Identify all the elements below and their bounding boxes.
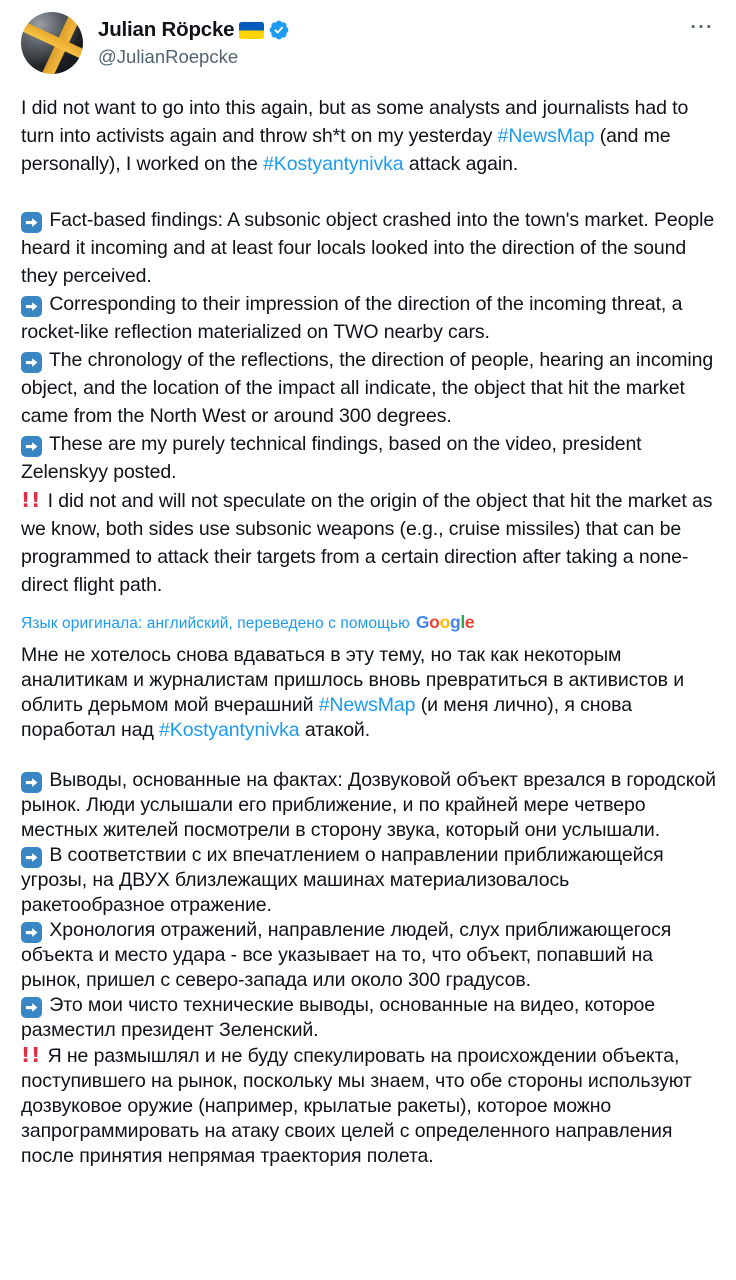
tweet-header — [21, 12, 716, 74]
double-exclamation-emoji: !! — [21, 488, 42, 512]
english-text-block — [21, 94, 716, 599]
double-exclamation-emoji: !! — [21, 1043, 42, 1067]
russian-text-block — [21, 643, 716, 1169]
more-menu-button[interactable]: ··· — [690, 17, 714, 38]
blank-line — [21, 743, 716, 768]
ukraine-flag-icon — [239, 22, 264, 39]
tweet-paragraph: I did not want to go into this again, but as some analysts and journalists had to turn into activists again and throw sh*t on my yesterday #NewsMap (and me personally), I worked on the #Kostyantynivka attack again. — [21, 97, 689, 175]
arrow-right-emoji — [21, 922, 42, 943]
arrow-right-emoji — [21, 436, 42, 457]
arrow-right-emoji — [21, 212, 42, 233]
blank-line — [21, 178, 716, 206]
google-logo-letter: G — [415, 612, 430, 632]
author-block — [98, 12, 681, 68]
tweet-paragraph: !! Я не размышлял и не буду спекулировать на происхождении объекта, поступившего на рынок, поскольку мы знаем, что обе стороны используют дозвуковое оружие (например, крылатые ракеты), которое можно запрограммировать на атаку своих целей с определенного направления после принятия непрямая траектория полета. — [21, 1043, 692, 1167]
google-logo-letter: e — [464, 612, 475, 632]
tweet-paragraph: Мне не хотелось снова вдаваться в эту тему, но так как некоторым аналитикам и журналистам пришлось вновь превратиться в активистов и облить дерьмом мой вчерашний #NewsMap (и меня лично), я снова поработал над #Kostyantynivka атакой. — [21, 644, 685, 741]
tweet-paragraph: The chronology of the reflections, the direction of people, hearing an incoming object, and the location of the impact all indicate, the object that hit the market came from the North West or around 300 degrees. — [21, 349, 714, 427]
arrow-right-emoji — [21, 772, 42, 793]
hashtag-link[interactable]: #NewsMap — [497, 125, 595, 147]
translation-attribution[interactable] — [21, 612, 716, 633]
google-logo-letter: g — [449, 612, 461, 632]
google-logo — [416, 612, 474, 633]
translation-label: Язык оригинала: английский, переведено с помощью — [21, 615, 410, 632]
tweet-text — [21, 94, 716, 1169]
arrow-right-emoji — [21, 352, 42, 373]
tweet-paragraph: Это мои чисто технические выводы, основанные на видео, которое разместил президент Зеленский. — [21, 994, 656, 1041]
hashtag-link[interactable]: #Kostyantynivka — [159, 719, 300, 741]
tweet-paragraph: Выводы, основанные на фактах: Дозвуковой объект врезался в городской рынок. Люди услышали его приближение, и по крайней мере четверо местных жителей посмотрели в сторону звука, который они услышали. — [21, 769, 716, 841]
hashtag-link[interactable]: #NewsMap — [318, 694, 416, 716]
tweet-paragraph: Corresponding to their impression of the direction of the incoming threat, a rocket-like reflection materialized on TWO nearby cars. — [21, 293, 683, 343]
tweet-paragraph: !! I did not and will not speculate on the origin of the object that hit the market as we know, both sides use subsonic weapons (e.g., cruise missiles) that can be programmed to attack their targets from a certain direction after taking a none-direct flight path. — [21, 488, 713, 596]
display-name[interactable]: Julian Röpcke — [98, 18, 235, 41]
name-row — [98, 18, 681, 42]
user-handle[interactable]: @JulianRoepcke — [98, 46, 239, 67]
arrow-right-emoji — [21, 997, 42, 1018]
verified-badge-icon — [268, 19, 290, 41]
tweet-paragraph: Хронология отражений, направление людей, слух приближающегося объекта и место удара - все указывает на то, что объект, попавший на рынок, пришел с северо-запада или около 300 градусов. — [21, 919, 672, 991]
tweet-paragraph: Fact-based findings: A subsonic object crashed into the town's market. People heard it incoming and at least four locals looked into the direction of the sound they perceived. — [21, 209, 715, 287]
tweet-paragraph: В соответствии с их впечатлением о направлении приближающейся угрозы, на ДВУХ близлежащих машинах материализовалось ракетообразное отражение. — [21, 844, 664, 916]
google-logo-letter: o — [439, 612, 450, 632]
google-logo-letter: o — [429, 612, 440, 632]
hashtag-link[interactable]: #Kostyantynivka — [263, 153, 404, 175]
tweet-paragraph: These are my purely technical findings, based on the video, president Zelenskyy posted. — [21, 433, 642, 483]
arrow-right-emoji — [21, 847, 42, 868]
google-logo-letter: l — [460, 612, 465, 632]
arrow-right-emoji — [21, 296, 42, 317]
avatar[interactable] — [21, 12, 83, 74]
